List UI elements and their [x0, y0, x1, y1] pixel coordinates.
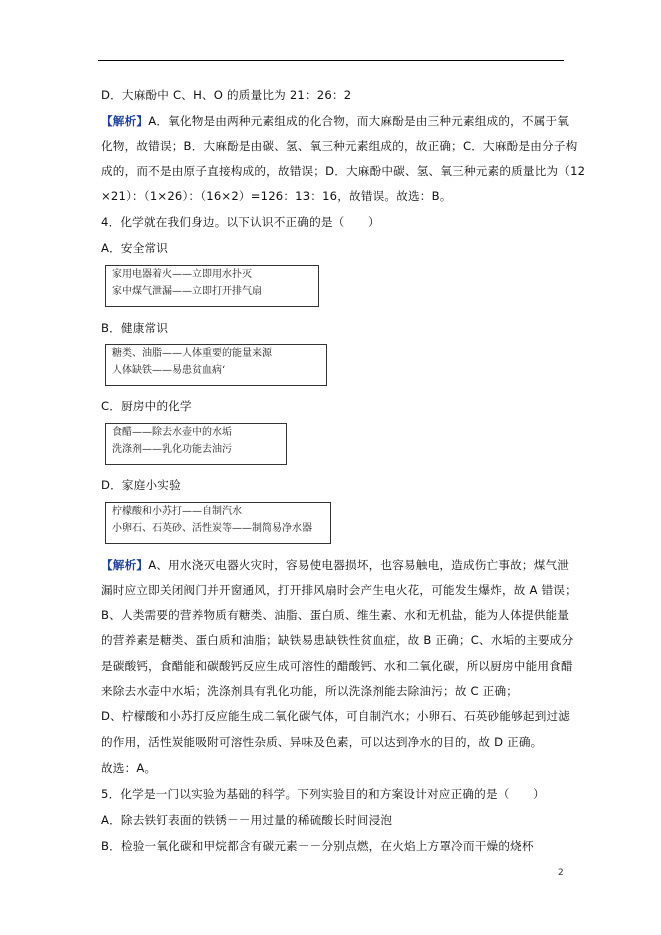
q4-option-b-item-1: 糖类、油脂——人体重要的能量来源	[112, 348, 272, 359]
q3-analysis-line-2: 化物，故错误；B．大麻酚是由碳、氢、氧三种元素组成的，故正确；C．大麻酚是由分子构	[101, 139, 578, 153]
analysis-tag: 【解析】	[101, 558, 149, 572]
q5-option-b: B．检验一氧化碳和甲烷都含有碳元素－－分别点燃，在火焰上方罩冷而干燥的烧杯	[101, 839, 534, 853]
q4-analysis-line-6: 来除去水壶中水垢；洗涤剂具有乳化功能，所以洗涤剂能去除油污；故 C 正确；	[101, 684, 519, 698]
q4-option-c-label: C．厨房中的化学	[101, 399, 192, 413]
q4-option-d-item-1: 柠檬酸和小苏打——自制汽水	[112, 506, 242, 517]
page-number: 2	[558, 868, 564, 878]
q4-analysis-line-5: 是碳酸钙，食醋能和碳酸钙反应生成可溶性的醋酸钙、水和二氧化碳，所以厨房中能用食醋	[101, 659, 573, 673]
q4-analysis-line-1	[101, 557, 569, 573]
q5-stem: 5．化学是一门以实验为基础的科学。下列实验目的和方案设计对应正确的是（ ）	[101, 787, 545, 801]
q5-option-a: A．除去铁钉表面的铁锈－－用过量的稀硫酸长时间浸泡	[101, 813, 393, 827]
q3-analysis-text-1: A．氧化物是由两种元素组成的化合物，而大麻酚是由三种元素组成的，不属于氧	[148, 114, 570, 128]
q4-option-d-label: D．家庭小实验	[101, 478, 181, 492]
header-rule	[98, 60, 564, 61]
q4-stem: 4．化学就在我们身边。以下认识不正确的是（ ）	[101, 215, 380, 229]
q4-option-c-item-1: 食醋——除去水壶中的水垢	[112, 427, 232, 438]
q4-analysis-line-3: B、人类需要的营养物质有糖类、油脂、蛋白质、维生素、水和无机盐，能为人体提供能量	[101, 608, 570, 622]
q4-option-d-item-2: 小卵石、石英砂、活性炭等——制简易净水器	[112, 523, 312, 534]
q4-option-c-box	[105, 423, 287, 465]
q4-option-a-label: A．安全常识	[101, 241, 169, 255]
q4-option-d-box	[105, 502, 331, 544]
q4-analysis-text-1: A、用水浇灭电器火灾时，容易使电器损坏，也容易触电，造成伤亡事故；煤气泄	[148, 558, 570, 572]
q4-answer: 故选：A。	[101, 761, 157, 775]
analysis-tag: 【解析】	[101, 114, 149, 128]
q3-analysis-line-4: ×21）：（1×26）：（16×2）=126：13：16，故错误。故选：B。	[101, 189, 452, 203]
q4-option-c-item-2: 洗涤剂——乳化功能去油污	[112, 444, 232, 455]
q4-option-a-item-2: 家中煤气泄漏——立即打开排气扇	[112, 286, 262, 297]
q4-analysis-line-8: 的作用，活性炭能吸附可溶性杂质、异味及色素，可以达到净水的目的，故 D 正确。	[101, 735, 543, 749]
q4-analysis-line-4: 的营养素是糖类、蛋白质和油脂；缺铁易患缺铁性贫血症，故 B 正确；C、水垢的主要成分	[101, 633, 574, 647]
q4-option-b-box	[105, 344, 327, 386]
q3-analysis-line-1	[101, 113, 569, 129]
q4-analysis-line-2: 漏时应立即关闭阀门并开窗通风，打开排风扇时会产生电火花，可能发生爆炸，故 A 错误；	[101, 583, 577, 597]
q4-option-b-label: B．健康常识	[101, 321, 169, 335]
q4-option-a-item-1: 家用电器着火——立即用水扑灭	[112, 269, 252, 280]
q4-analysis-line-7: D、柠檬酸和小苏打反应能生成二氧化碳气体，可自制汽水；小卵石、石英砂能够起到过滤	[101, 709, 571, 723]
q3-analysis-line-3: 成的，而不是由原子直接构成的，故错误；D．大麻酚中碳、氢、氧三种元素的质量比为（12	[101, 164, 586, 178]
q4-option-a-box	[105, 265, 319, 307]
q3-option-d: D．大麻酚中 C、H、O 的质量比为 21：26：2	[101, 88, 352, 102]
q4-option-b-item-2: 人体缺铁——易患贫血病‘	[112, 365, 226, 376]
